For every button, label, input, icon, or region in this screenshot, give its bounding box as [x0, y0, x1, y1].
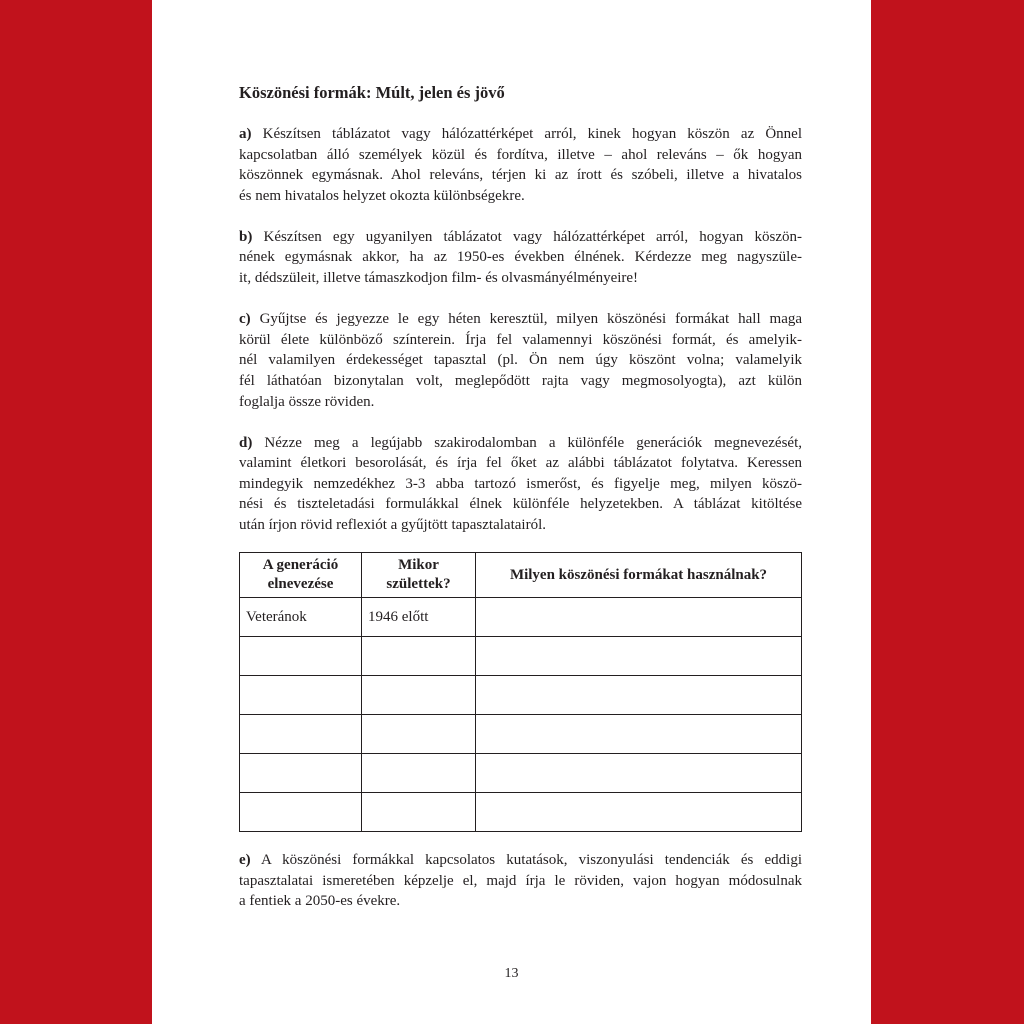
paragraph-e-label: e) — [239, 852, 251, 868]
paragraph-d-line: valamint életkori besorolását, és írja fel őket az alábbi táblázatot folytatva. Keressen — [239, 455, 802, 472]
paragraph-d-line: mindegyik nemzedékhez 3-3 abba tartozó ismerőst, és figyelje meg, milyen köszö- — [239, 475, 802, 492]
document-page — [152, 0, 871, 1024]
paragraph-e — [239, 850, 802, 912]
paragraph-a — [239, 124, 802, 206]
paragraph-b-label: b) — [239, 228, 253, 245]
paragraph-a-line: a) Készítsen táblázatot vagy hálózattérképet arról, kinek hogyan köszön az Önnel — [239, 126, 802, 142]
paragraph-e-line: tapasztalatai ismeretében képzelje el, majd írja le röviden, vajon hogyan módosulnak — [239, 872, 802, 889]
header-birth-period: Mikor születtek? — [362, 553, 476, 598]
generations-table — [239, 552, 802, 832]
table-cell-generation — [240, 637, 362, 676]
table-header-row — [240, 553, 802, 598]
right-red-band — [871, 0, 1024, 1024]
table-row — [240, 715, 802, 754]
table-cell-greetings — [476, 676, 802, 715]
paragraph-c-line: fél láthatóan bizonytalan volt, meglepődött rajta vagy megmosolyogta), azt külön — [239, 372, 802, 389]
paragraph-a-label: a) — [239, 126, 252, 142]
paragraph-c-line: nél valamilyen érdekességet tapasztal (pl. Ön nem úgy köszönt volna; valamelyik — [239, 352, 802, 369]
paragraph-b — [239, 227, 802, 289]
table-cell-greetings — [476, 598, 802, 637]
header-greeting-forms: Milyen köszönési formákat használnak? — [476, 553, 802, 598]
table-cell-born — [362, 715, 476, 754]
paragraph-d-line: nési és tiszteletadási formulákkal élnek különféle helyzetekben. A táblázat kitöltése — [239, 496, 802, 513]
table-cell-greetings — [476, 715, 802, 754]
table-cell-generation — [240, 676, 362, 715]
paragraph-d-label: d) — [239, 434, 253, 451]
paragraph-c — [239, 309, 802, 412]
paragraph-b-line: b) Készítsen egy ugyanilyen táblázatot vagy hálózattérképet arról, hogyan köszön- — [239, 228, 802, 245]
paragraph-c-line: körül élete különböző színterein. Írja fel valamennyi köszönési formát, és amelyik- — [239, 331, 802, 348]
table-row — [240, 793, 802, 832]
page-number: 13 — [504, 966, 519, 981]
paragraph-a-line: és nem hivatalos helyzet okozta különbségekre. — [239, 187, 525, 204]
paragraph-a-line: kapcsolatban álló személyek közül és fordítva, illetve – ahol releváns – ők hogyan — [239, 146, 802, 163]
table-cell-generation: Veteránok — [240, 598, 362, 637]
table-row — [240, 598, 802, 637]
table-cell-born: 1946 előtt — [362, 598, 476, 637]
table-cell-generation — [240, 754, 362, 793]
page-content — [239, 82, 802, 556]
table-cell-greetings — [476, 637, 802, 676]
paragraph-c-line: c) Gyűjtse és jegyezze le egy héten keresztül, milyen köszönési formákat hall maga — [239, 311, 803, 328]
table-cell-born — [362, 754, 476, 793]
table-row — [240, 637, 802, 676]
left-red-band — [0, 0, 152, 1024]
table-cell-born — [362, 676, 476, 715]
table-cell-generation — [240, 793, 362, 832]
paragraph-c-label: c) — [239, 311, 251, 328]
paragraph-a-line: köszönnek egymásnak. Ahol releváns, térjen ki az írott és szóbeli, illetve a hivatalos — [239, 167, 802, 184]
paragraph-d — [239, 433, 802, 536]
paragraph-e-line: e) A köszönési formákkal kapcsolatos kutatások, viszonyulási tendenciák és eddigi — [239, 852, 802, 868]
table-cell-greetings — [476, 793, 802, 832]
table-row — [240, 754, 802, 793]
paragraph-d-line: után írjon rövid reflexiót a gyűjtött tapasztalatairól. — [239, 517, 546, 533]
paragraph-e-line: a fentiek a 2050-es évekre. — [239, 893, 401, 910]
table-cell-born — [362, 637, 476, 676]
page-title: Köszönési formák: Múlt, jelen és jövő — [239, 83, 505, 102]
header-generation-name: A generáció elnevezése — [240, 553, 362, 598]
paragraph-c-line: foglalja össze röviden. — [239, 393, 375, 410]
table-cell-generation — [240, 715, 362, 754]
paragraph-d-line: d) Nézze meg a legújabb szakirodalomban a különféle generációk megnevezését, — [239, 434, 803, 451]
table-row — [240, 676, 802, 715]
table-cell-born — [362, 793, 476, 832]
table-cell-greetings — [476, 754, 802, 793]
paragraph-b-line: nének egymásnak akkor, ha az 1950-es években élnének. Kérdezze meg nagyszüle- — [239, 249, 802, 266]
paragraph-b-line: it, dédszüleit, illetve támaszkodjon film- és olvasmányélményeire! — [239, 270, 639, 287]
